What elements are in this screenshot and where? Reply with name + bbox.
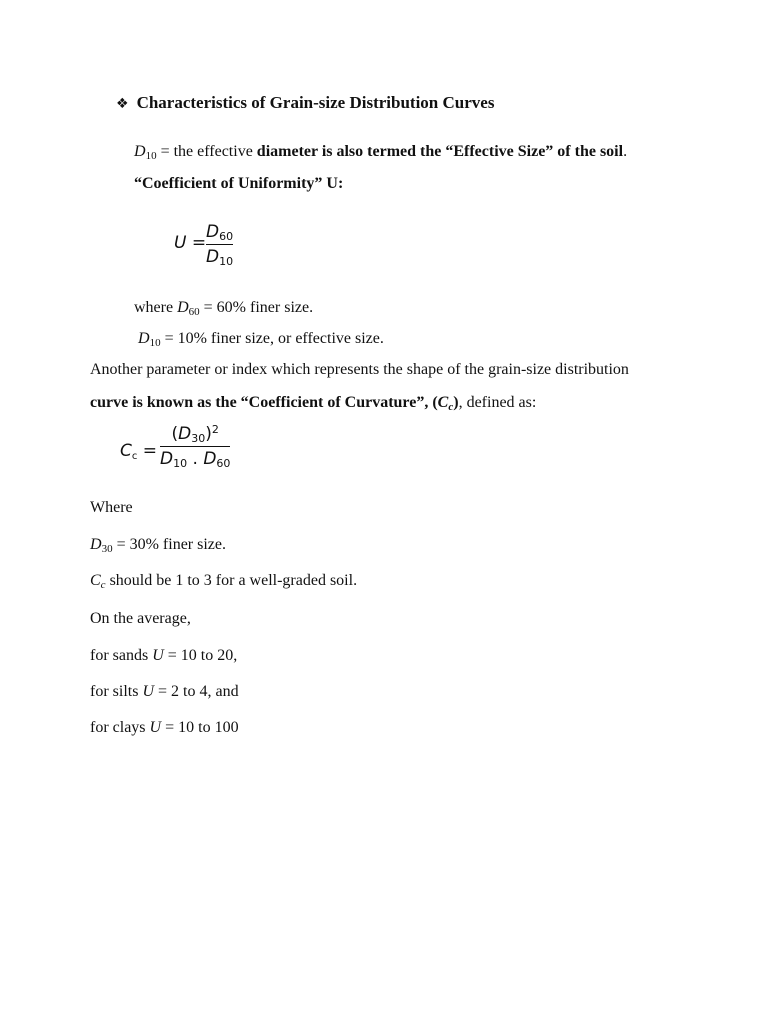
eq-cc-num-open: ( bbox=[171, 424, 179, 444]
eq-cc-den-sub-2: 60 bbox=[216, 457, 231, 470]
effective-size-text-b: diameter is also termed the “Effective Size” of the soil bbox=[256, 143, 624, 160]
cc-range-symbol: C bbox=[90, 572, 101, 589]
eq-cc-numerator bbox=[172, 424, 219, 444]
effective-size-text-c: . bbox=[623, 143, 628, 160]
eq-u-den-sub: 10 bbox=[219, 255, 234, 268]
silts-prefix: for silts bbox=[90, 683, 143, 700]
paragraph-line-2-rest: , defined as: bbox=[458, 394, 537, 411]
eq-cc-den-dot: . bbox=[187, 449, 204, 469]
paragraph-cc-close: ) bbox=[453, 394, 459, 411]
clays-text: = 10 to 100 bbox=[161, 719, 239, 736]
eq-u-numerator bbox=[206, 222, 233, 242]
eq-u-denominator bbox=[206, 247, 233, 267]
d60-subscript: 60 bbox=[188, 306, 200, 318]
d10-def-subscript: 10 bbox=[149, 337, 161, 349]
d10-definition-line bbox=[138, 329, 384, 349]
d30-definition-line bbox=[90, 535, 226, 555]
silts-text: = 2 to 4, and bbox=[154, 683, 239, 700]
where-label: Where bbox=[90, 499, 133, 516]
d10-def-text: = 10% finer size, or effective size. bbox=[160, 330, 384, 347]
paragraph-cc-subscript: c bbox=[448, 401, 454, 413]
d60-text: = 60% finer size. bbox=[199, 299, 314, 316]
eq-cc-num-symbol: D bbox=[178, 424, 192, 444]
eq-cc-num-close: ) bbox=[205, 424, 212, 444]
eq-cc-den-symbol-2: D bbox=[203, 449, 217, 469]
clays-prefix: for clays bbox=[90, 719, 150, 736]
paragraph-line-2 bbox=[90, 393, 536, 413]
uniformity-equation bbox=[174, 222, 254, 270]
eq-u-fraction-bar bbox=[206, 244, 233, 245]
eq-u-lhs bbox=[174, 233, 206, 253]
paragraph-line-1: Another parameter or index which represents the shape of the grain-size distribution bbox=[90, 361, 629, 378]
eq-u-num-sub: 60 bbox=[219, 230, 234, 243]
d30-subscript: 30 bbox=[101, 543, 113, 555]
paragraph-cc-symbol: C bbox=[437, 394, 449, 411]
d10-subscript: 10 bbox=[145, 150, 157, 162]
d10-def-symbol: D bbox=[138, 330, 150, 347]
eq-cc-lhs bbox=[120, 441, 157, 461]
where-prefix: where bbox=[134, 299, 178, 316]
eq-u-equals: = bbox=[186, 233, 207, 253]
effective-size-text-a: = the effective bbox=[156, 143, 257, 160]
eq-u-fraction bbox=[206, 222, 233, 267]
sands-u-symbol: U bbox=[152, 647, 164, 664]
eq-cc-fraction-bar bbox=[160, 446, 230, 447]
sands-text: = 10 to 20, bbox=[163, 647, 238, 664]
eq-u-num-symbol: D bbox=[206, 222, 220, 242]
eq-cc-denominator bbox=[160, 449, 230, 469]
curvature-equation bbox=[120, 424, 250, 480]
sands-prefix: for sands bbox=[90, 647, 153, 664]
eq-u-den-symbol: D bbox=[206, 247, 220, 267]
eq-cc-subscript: c bbox=[131, 451, 138, 462]
diamond-bullet-icon: ❖ bbox=[116, 96, 129, 112]
section-heading bbox=[116, 93, 494, 114]
eq-u-symbol: U bbox=[174, 233, 187, 253]
eq-cc-equals: = bbox=[137, 441, 158, 461]
eq-cc-den-sub-1: 10 bbox=[173, 457, 188, 470]
eq-cc-fraction bbox=[160, 424, 230, 469]
cc-range-subscript: c bbox=[100, 579, 106, 591]
eq-cc-num-sup: 2 bbox=[211, 423, 219, 436]
silts-u-symbol: U bbox=[142, 683, 155, 700]
uniformity-heading: “Coefficient of Uniformity” U: bbox=[134, 175, 344, 192]
heading-text: Characteristics of Grain-size Distribution Curves bbox=[136, 93, 495, 112]
d10-symbol: D bbox=[134, 143, 146, 160]
sands-line bbox=[90, 646, 237, 666]
eq-cc-symbol: C bbox=[120, 441, 132, 461]
eq-cc-den-symbol-1: D bbox=[160, 449, 174, 469]
paragraph-line-2-bold: curve is known as the “Coefficient of Curvature”, ( bbox=[90, 394, 438, 411]
effective-size-line bbox=[134, 142, 627, 162]
cc-range-line bbox=[90, 571, 357, 591]
d60-symbol: D bbox=[177, 299, 189, 316]
average-line: On the average, bbox=[90, 610, 191, 627]
where-d60-line bbox=[134, 298, 313, 318]
silts-line bbox=[90, 682, 239, 702]
d30-symbol: D bbox=[90, 536, 102, 553]
cc-range-text: should be 1 to 3 for a well-graded soil. bbox=[105, 572, 358, 589]
eq-cc-num-sub: 30 bbox=[191, 432, 206, 445]
clays-u-symbol: U bbox=[149, 719, 162, 736]
clays-line bbox=[90, 718, 239, 738]
d30-text: = 30% finer size. bbox=[112, 536, 226, 553]
